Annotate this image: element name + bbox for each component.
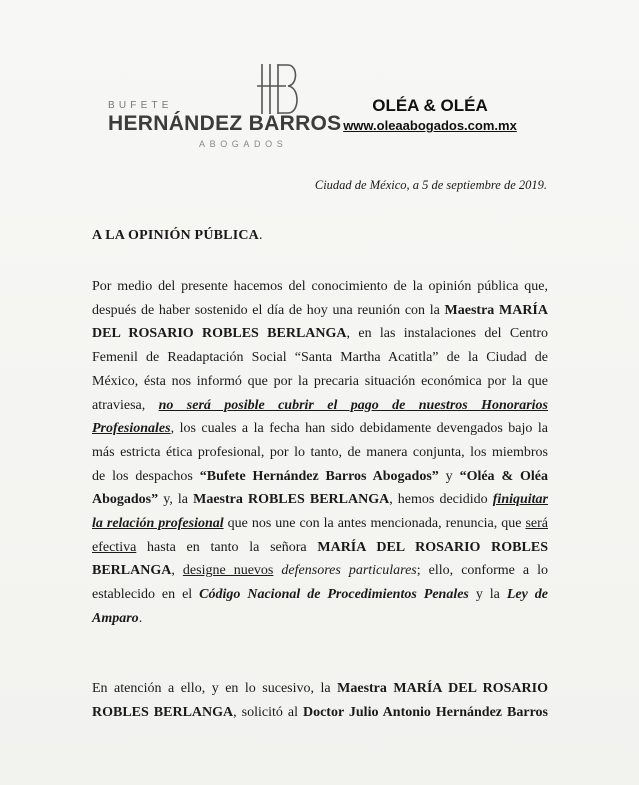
text-run: establecido en el	[92, 587, 200, 603]
text-run-underlined: designe nuevos	[182, 563, 274, 579]
text-run: después de haber sostenido el día de hoy una reunión con la	[92, 302, 445, 318]
text-run: atraviesa,	[92, 397, 159, 413]
text-run: hasta en tanto la señora	[136, 539, 318, 555]
logo-abogados-text: ABOGADOS	[199, 139, 288, 149]
text-run: , hemos decidido	[389, 492, 493, 508]
text-run: , los cuales a la fecha han sido debidamente devengados bajo la	[170, 421, 548, 437]
p1-line-5	[92, 370, 548, 394]
text-run: y	[438, 468, 460, 484]
p2-line-1	[92, 677, 548, 701]
text-run: .	[138, 610, 143, 626]
p1-line-6	[92, 394, 548, 418]
paragraph-1	[92, 275, 548, 631]
text-run: México, ésta nos informó que por la precaria situación económica por la que	[92, 373, 548, 389]
logo-bufete-text: BUFETE	[108, 100, 173, 111]
text-run-bold: ROBLES BERLANGA	[92, 704, 234, 720]
text-run: , solicitó al	[233, 704, 303, 720]
text-run-bold: Maestra MARÍA DEL ROSARIO	[337, 681, 548, 696]
p1-line-15	[92, 607, 548, 631]
text-run: Por medio del presente hacemos del conocimiento de la opinión pública que,	[92, 279, 548, 294]
olea-website-link[interactable]: www.oleaabogados.com.mx	[343, 118, 517, 133]
p1-line-10	[92, 488, 548, 512]
text-run-underlined: será	[525, 516, 548, 532]
bufete-logo	[108, 62, 342, 154]
text-run-bold-italic: no será posible cubrir el pago de nuestros Honorarios	[158, 397, 548, 413]
salutation-text: A LA OPINIÓN PÚBLICA	[92, 228, 259, 243]
text-run-bold: Maestra ROBLES BERLANGA	[193, 492, 390, 508]
p1-line-4	[92, 346, 548, 370]
text-run: , en las instalaciones del Centro	[346, 326, 548, 342]
text-run-bold: “Oléa & Oléa	[459, 468, 548, 484]
hb-monogram-icon	[256, 62, 302, 116]
p1-line-13	[92, 559, 548, 583]
text-run-bold: “Bufete Hernández Barros Abogados”	[199, 468, 439, 484]
olea-letterhead	[330, 96, 530, 133]
p1-line-8	[92, 441, 548, 465]
text-run-bold-italic: finiquitar	[492, 492, 549, 508]
text-run: y la	[468, 587, 507, 603]
text-run: En atención a ello, y en lo sucesivo, la	[92, 681, 338, 696]
p1-line-3	[92, 322, 548, 346]
document-date: Ciudad de México, a 5 de septiembre de 2019.	[314, 178, 547, 192]
text-run-bold-italic: Código Nacional de Procedimientos Penales	[199, 587, 469, 603]
salutation-period: .	[258, 228, 263, 243]
text-run-bold: Abogados”	[92, 492, 159, 508]
salutation	[92, 228, 263, 244]
text-run-italic: defensores particulares	[281, 563, 417, 579]
text-run: de los despachos	[92, 468, 200, 484]
text-run: ,	[171, 563, 183, 579]
p2-line-2	[92, 701, 548, 725]
paragraph-2	[92, 677, 548, 724]
p1-line-1	[92, 275, 548, 299]
text-run-bold: Doctor Julio Antonio Hernández Barros	[302, 704, 548, 720]
text-run-underlined: efectiva	[92, 539, 137, 555]
text-run-bold-italic: Amparo	[92, 610, 139, 626]
text-run-bold-italic: la relación profesional	[92, 516, 224, 532]
text-run: más estricta ética profesional, por lo tanto, de manera conjunta, los miembros	[92, 444, 548, 460]
text-run-bold: Maestra MARÍA	[444, 302, 548, 318]
logo-firm-name: HERNÁNDEZ BARROS	[108, 112, 342, 135]
p1-line-2	[92, 299, 548, 323]
p1-line-14	[92, 583, 548, 607]
p1-line-7	[92, 417, 548, 441]
text-run: ; ello, conforme a lo	[416, 563, 549, 579]
olea-firm-name: OLÉA & OLÉA	[372, 96, 488, 115]
p1-line-11	[92, 512, 548, 536]
text-run-bold-italic: Profesionales	[92, 421, 171, 437]
text-run-bold: MARÍA DEL ROSARIO ROBLES	[317, 539, 548, 555]
text-run: y, la	[158, 492, 194, 508]
text-run: que nos une con la antes mencionada, renuncia, que	[223, 516, 526, 532]
text-run-bold-italic: Ley de	[506, 587, 549, 603]
text-run-bold: BERLANGA	[92, 563, 172, 579]
p1-line-12	[92, 536, 548, 560]
text-run: Femenil de Readaptación Social “Santa Martha Acatitla” de la Ciudad de	[92, 350, 548, 366]
p1-line-9	[92, 465, 548, 489]
text-run-bold: DEL ROSARIO ROBLES BERLANGA	[92, 326, 347, 342]
